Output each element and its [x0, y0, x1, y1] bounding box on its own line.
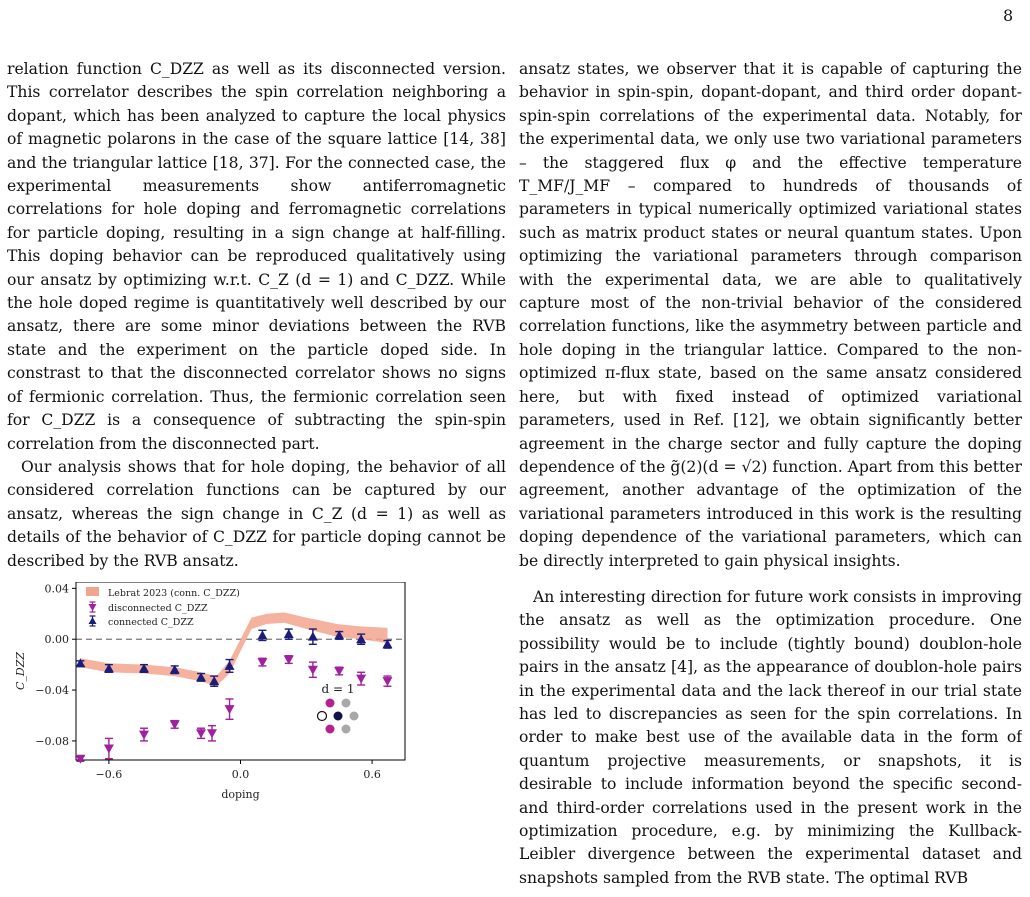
- left-paragraph-2: Our analysis shows that for hole doping, the behavior of all considered correlation functions can be captured by our ansatz, whereas the sign change in C_Z (d = 1) as well as details of the behavior of C_DZZ for particle doping cannot be described by the RVB ansatz.: [7, 457, 506, 570]
- y-axis-label: C_DZZ: [14, 651, 27, 691]
- right-paragraph-2: An interesting direction for future work consists in improving the ansatz as well as the optimization procedure. One possibility would be to include (tightly bound) doublon-hole pairs in the ansatz [4], as the appearance of doublon-hole pairs in the experimental data and the lack thereof in our trial state has led to discrepancies as seen for the spin correlations. In order to make best use of the available data in the form of quantum projective measurements, or snapshots, it is desirable to include information beyond the specific second- and third-order correlations used in the present work in the optimization procedure, e.g. by minimizing the Kullback-Leibler divergence between the experimental dataset and snapshots sampled from the RVB state. The optimal RVB: [519, 587, 1022, 887]
- disconnected-point: [196, 729, 206, 738]
- left-column: [7, 58, 506, 573]
- legend-label-band: Lebrat 2023 (conn. C_DZZ): [108, 588, 240, 599]
- connected-point: [257, 630, 267, 639]
- connected-point: [308, 632, 318, 641]
- right-paragraph-1: ansatz states, we observer that it is capable of capturing the behavior in spin-spin, dopant-dopant, and third order dopant-spin-spin correlations of the experimental data. Notably, for the experimental data, we only use two variational parameters – the staggered flux φ and the effective temperature T_MF/J_MF – compared to hundreds of thousands of parameters in typical numerically optimized variational states such as matrix product states or neural quantum states. Upon optimizing the variational parameters through comparison with the experimental data, we are able to qualitatively capture most of the non-trivial behavior of the considered correlation functions, like the asymmetry between particle and hole doping in the triangular lattice. Compared to the non-optimized π-flux state, based on the same ansatz considered here, but with fixed instead of optimized variational parameters, used in Ref. [12], we obtain significantly better agreement in the charge sector and fully capture the doping dependence of the g̃(2)(d = √2) function. Apart from this better agreement, another advantage of the optimization of the variational parameters introduced in this work is the resulting doping dependence of the variational parameters, which can be directly interpreted to gain physical insights.: [519, 60, 1022, 570]
- y-tick-label: −0.04: [35, 684, 69, 698]
- disconnected-point: [308, 666, 318, 675]
- y-tick-label: 0.04: [44, 582, 69, 596]
- legend-label-disconnected: disconnected C_DZZ: [108, 603, 208, 614]
- left-paragraph-1: relation function C_DZZ as well as its disconnected version. This correlator describes the spin correlation neighboring a dopant, which has been analyzed to capture the local physics of magnetic polarons in the case of the square lattice [14, 38] and the triangular lattice [18, 37]. For the connected case, the experimental measurements show antiferromagnetic correlations for hole doping and ferromagnetic correlations for particle doping, resulting in a sign change at half-filling. This doping behavior can be reproduced qualitatively using our ansatz by optimizing w.r.t. C_Z (d = 1) and C_DZZ. While the hole doped regime is quantitatively well described by our ansatz, there are some minor deviations between the RVB state and the experiment on the particle doped side. In constrast to that the disconnected correlator shows no signs of fermionic correlation. Thus, the fermionic correlation seen for C_DZZ is a consequence of subtracting the spin-spin correlation from the disconnected part.: [7, 60, 506, 453]
- cdzz-doping-chart: [0, 582, 510, 892]
- x-tick-label: −0.6: [95, 768, 123, 781]
- page-number: 8: [1003, 6, 1014, 25]
- lattice-site-magenta: [326, 699, 335, 708]
- lattice-site-empty: [318, 712, 327, 721]
- x-tick-label: 0.6: [363, 768, 381, 781]
- x-axis-label: doping: [221, 788, 260, 801]
- legend-marker-connected: [89, 617, 97, 624]
- legend-swatch-band: [86, 587, 99, 596]
- disconnected-point: [139, 731, 149, 740]
- x-tick-label: 0.0: [231, 768, 250, 781]
- lattice-site-gray: [342, 699, 351, 708]
- legend-label-connected: connected C_DZZ: [108, 617, 194, 628]
- lattice-site-navy: [334, 712, 343, 721]
- disconnected-point: [104, 745, 114, 754]
- lattice-site-magenta: [326, 725, 335, 734]
- lattice-site-gray: [350, 712, 359, 721]
- lattice-site-gray: [342, 725, 351, 734]
- disconnected-point: [356, 675, 366, 684]
- y-tick-label: 0.00: [44, 633, 69, 647]
- disconnected-point: [382, 677, 392, 686]
- disconnected-point: [75, 755, 85, 764]
- y-tick-label: −0.08: [35, 734, 69, 748]
- connected-point: [284, 629, 294, 638]
- disconnected-point: [207, 729, 217, 738]
- disconnected-point: [225, 705, 235, 714]
- distance-annotation: d = 1: [321, 682, 355, 696]
- legend-marker-disconnected: [89, 604, 97, 611]
- right-column: [519, 58, 1022, 893]
